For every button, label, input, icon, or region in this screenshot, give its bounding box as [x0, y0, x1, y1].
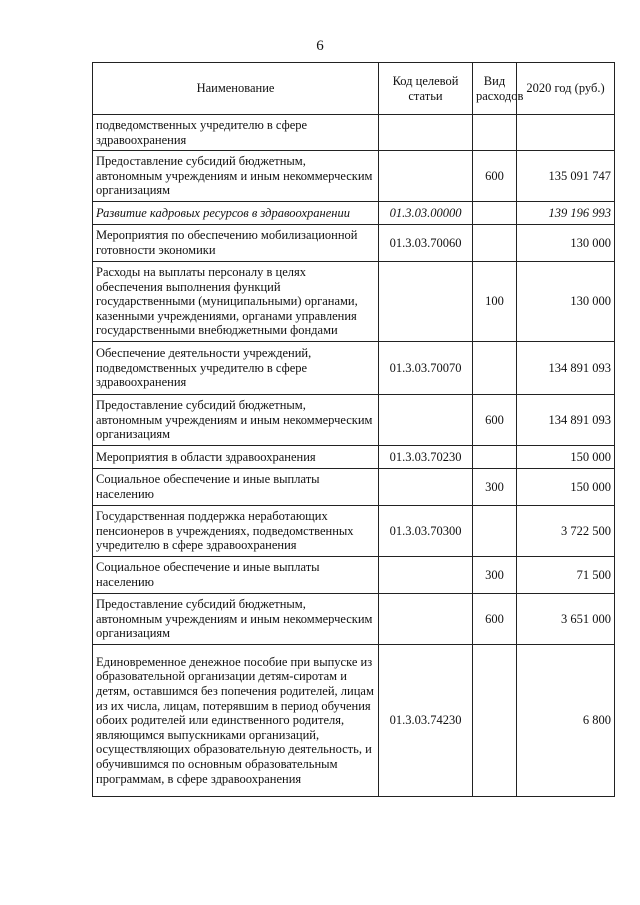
header-expense-type: Вид расходов: [473, 63, 517, 115]
row-type: [473, 225, 517, 262]
row-code: [379, 262, 473, 342]
table-row: [93, 342, 615, 395]
table-row: [93, 645, 615, 797]
table-row: [93, 115, 615, 151]
row-amount: 130 000: [517, 262, 615, 342]
row-type: [473, 645, 517, 797]
row-amount: 3 651 000: [517, 594, 615, 645]
table-row: [93, 557, 615, 594]
row-code: 01.3.03.70300: [379, 506, 473, 557]
row-name: Единовременное денежное пособие при выпуске из образовательной организации детям-сиротам и детям, оставшимся без попечения родителей, лицам из их числа, лицам, потерявшим в период обучения обоих родителей или единственного родителя, являющимся выпускниками организаций, осуществляющих образовательную деятельность, и обучившимся по основным образовательным программам, в сфере здравоохранения: [93, 645, 379, 797]
row-amount: 134 891 093: [517, 395, 615, 446]
row-code: [379, 594, 473, 645]
row-name: Развитие кадровых ресурсов в здравоохранении: [93, 202, 379, 225]
row-amount: 130 000: [517, 225, 615, 262]
table-row: [93, 225, 615, 262]
row-name: подведомственных учредителю в сфере здравоохранения: [93, 115, 379, 151]
row-amount: 135 091 747: [517, 151, 615, 202]
table-row: [93, 506, 615, 557]
row-name: Государственная поддержка неработающих пенсионеров в учреждениях, подведомственных учредителю в сфере здравоохранения: [93, 506, 379, 557]
row-name: Предоставление субсидий бюджетным, автономным учреждениям и иным некоммерческим организациям: [93, 151, 379, 202]
row-type: 300: [473, 557, 517, 594]
row-type: [473, 506, 517, 557]
table-row: [93, 395, 615, 446]
table-row: [93, 594, 615, 645]
header-name: Наименование: [93, 63, 379, 115]
row-name: Расходы на выплаты персоналу в целях обеспечения выполнения функций государственными (муниципальными) органами, казенными учреждениями, органами управления государственными внебюджетными фондами: [93, 262, 379, 342]
row-amount: 6 800: [517, 645, 615, 797]
row-name: Социальное обеспечение и иные выплаты населению: [93, 469, 379, 506]
table-row: [93, 262, 615, 342]
row-name: Мероприятия в области здравоохранения: [93, 446, 379, 469]
row-amount: 139 196 993: [517, 202, 615, 225]
row-code: 01.3.03.70060: [379, 225, 473, 262]
table-row: [93, 202, 615, 225]
row-type: 600: [473, 151, 517, 202]
row-code: [379, 395, 473, 446]
table-row: [93, 446, 615, 469]
row-type: [473, 342, 517, 395]
row-code: [379, 469, 473, 506]
table-row: [93, 469, 615, 506]
row-code: [379, 151, 473, 202]
row-amount: 134 891 093: [517, 342, 615, 395]
row-amount: [517, 115, 615, 151]
row-type: 600: [473, 395, 517, 446]
row-code: 01.3.03.70070: [379, 342, 473, 395]
budget-table: [92, 62, 615, 797]
table-header-row: [93, 63, 615, 115]
row-name: Мероприятия по обеспечению мобилизационной готовности экономики: [93, 225, 379, 262]
row-code: [379, 115, 473, 151]
row-code: 01.3.03.74230: [379, 645, 473, 797]
page-number: 6: [316, 38, 324, 54]
row-amount: 150 000: [517, 469, 615, 506]
table-row: [93, 151, 615, 202]
row-type: [473, 202, 517, 225]
header-amount: 2020 год (руб.): [517, 63, 615, 115]
row-name: Социальное обеспечение и иные выплаты населению: [93, 557, 379, 594]
row-code: 01.3.03.70230: [379, 446, 473, 469]
row-name: Предоставление субсидий бюджетным, автономным учреждениям и иным некоммерческим организациям: [93, 594, 379, 645]
row-type: 300: [473, 469, 517, 506]
row-type: 100: [473, 262, 517, 342]
row-amount: 3 722 500: [517, 506, 615, 557]
row-name: Обеспечение деятельности учреждений, подведомственных учредителю в сфере здравоохранения: [93, 342, 379, 395]
row-type: [473, 115, 517, 151]
row-type: 600: [473, 594, 517, 645]
row-code: [379, 557, 473, 594]
row-name: Предоставление субсидий бюджетным, автономным учреждениям и иным некоммерческим организациям: [93, 395, 379, 446]
row-amount: 71 500: [517, 557, 615, 594]
row-amount: 150 000: [517, 446, 615, 469]
row-type: [473, 446, 517, 469]
row-code: 01.3.03.00000: [379, 202, 473, 225]
header-code: Код целевой статьи: [379, 63, 473, 115]
